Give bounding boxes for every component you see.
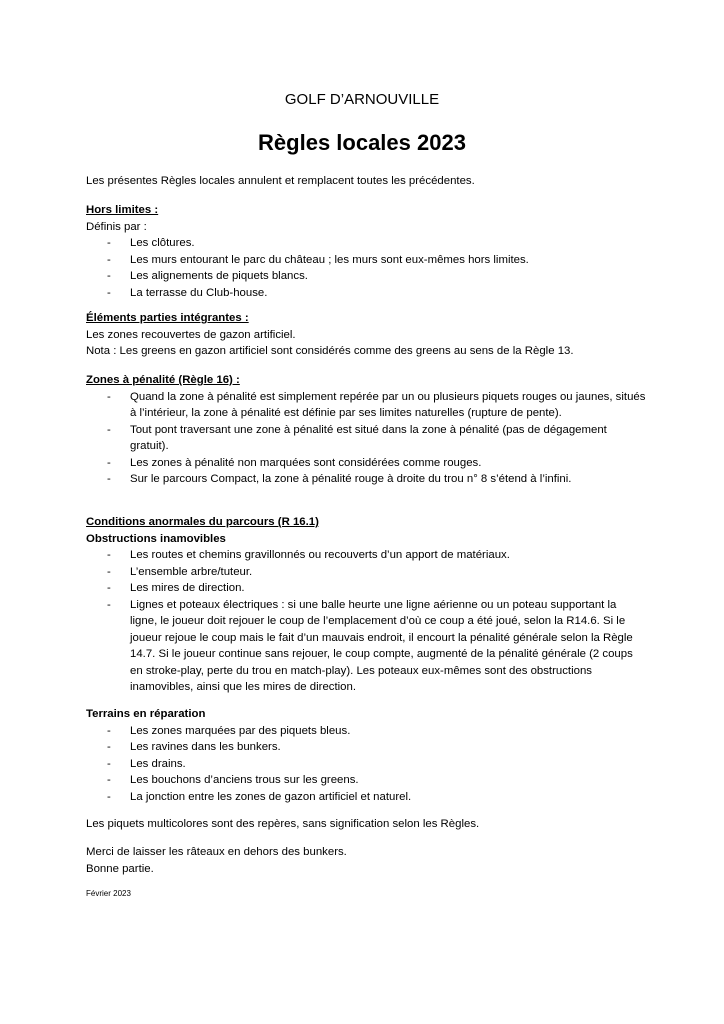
- dash-bullet: -: [107, 724, 111, 737]
- obstructions-list: [86, 547, 646, 696]
- dash-bullet: -: [107, 582, 111, 594]
- list-item: - Les clôtures.: [86, 235, 646, 252]
- closing-line-1: Merci de laisser les râteaux en dehors des bunkers.: [86, 846, 347, 858]
- dash-bullet: -: [107, 390, 111, 403]
- dash-bullet: -: [107, 565, 111, 578]
- dash-bullet: -: [107, 757, 111, 770]
- list-item: - Sur le parcours Compact, la zone à pénalité rouge à droite du trou n° 8 s’étend à l’infini.: [86, 471, 646, 488]
- list-item: - Les zones marquées par des piquets bleus.: [86, 723, 646, 740]
- section-heading: Hors limites :: [86, 204, 159, 216]
- list-item: - Les drains.: [86, 756, 646, 773]
- piquets-text: Les piquets multicolores sont des repères, sans signification selon les Règles.: [86, 818, 480, 830]
- dash-bullet: -: [107, 270, 111, 282]
- footer-date: Février 2023: [86, 889, 131, 898]
- list-item: - Les murs entourant le parc du château ; les murs sont eux-mêmes hors limites.: [86, 252, 646, 269]
- closing-line-2: Bonne partie.: [86, 862, 154, 875]
- closing-paragraph: [86, 844, 646, 877]
- dash-bullet: -: [107, 549, 111, 561]
- section-lead: Définis par :: [86, 220, 147, 233]
- hors-limites-list: [86, 235, 646, 301]
- list-item: - Les bouchons d’anciens trous sur les greens.: [86, 772, 646, 789]
- dash-bullet: -: [107, 790, 111, 803]
- list-item: - Les ravines dans les bunkers.: [86, 739, 646, 756]
- section-terrains: [86, 706, 646, 805]
- list-item: - La terrasse du Club-house.: [86, 285, 646, 302]
- section-subheading: Obstructions inamovibles: [86, 532, 226, 545]
- section-heading: Terrains en réparation: [86, 708, 206, 720]
- elements-line-1: Les zones recouvertes de gazon artificiel.: [86, 328, 296, 341]
- dash-bullet: -: [107, 253, 111, 266]
- section-heading: Éléments parties intégrantes :: [86, 312, 249, 324]
- list-item: - Les mires de direction.: [86, 580, 646, 597]
- section-heading: Conditions anormales du parcours (R 16.1): [86, 516, 319, 528]
- list-item: - Les alignements de piquets blancs.: [86, 268, 646, 285]
- list-item: - La jonction entre les zones de gazon artificiel et naturel.: [86, 789, 646, 806]
- list-item: - Quand la zone à pénalité est simplement repérée par un ou plusieurs piquets rouges ou jaunes, situés à l’intérieur, la zone à pénalité est définie par ses limites naturelles (rupture de pente).: [107, 390, 646, 419]
- section-hors-limites: [86, 202, 646, 301]
- dash-bullet: -: [107, 423, 111, 436]
- section-elements: [86, 310, 646, 360]
- list-item: - Les zones à pénalité non marquées sont considérées comme rouges.: [86, 455, 646, 472]
- dash-bullet: -: [107, 741, 111, 753]
- club-name: GOLF D’ARNOUVILLE: [284, 91, 440, 108]
- piquets-paragraph: [86, 816, 646, 833]
- zones-list: [86, 389, 646, 488]
- dash-bullet: -: [107, 774, 111, 786]
- dash-bullet: -: [107, 598, 111, 611]
- section-zones-penalite: [86, 372, 646, 488]
- intro-text: Les présentes Règles locales annulent et remplacent toutes les précédentes.: [86, 175, 475, 187]
- terrains-list: [86, 723, 646, 806]
- elements-nota: Nota : Les greens en gazon artificiel sont considérés comme des greens au sens de la Règle 13.: [86, 345, 574, 357]
- dash-bullet: -: [107, 473, 111, 485]
- dash-bullet: -: [107, 286, 111, 299]
- intro-paragraph: [86, 173, 646, 190]
- page-title: Règles locales 2023: [258, 130, 466, 155]
- section-conditions: [86, 514, 646, 696]
- list-item: - L’ensemble arbre/tuteur.: [86, 564, 646, 581]
- list-item: - Tout pont traversant une zone à pénalité est situé dans la zone à pénalité (pas de dégagement gratuit).: [107, 423, 607, 452]
- list-item: - Les routes et chemins gravillonnés ou recouverts d’un apport de matériaux.: [86, 547, 646, 564]
- section-heading: Zones à pénalité (Règle 16) :: [86, 374, 240, 386]
- dash-bullet: -: [107, 456, 111, 469]
- list-item: - Lignes et poteaux électriques : si une balle heurte une ligne aérienne ou un poteau supportant la ligne, le joueur doit rejouer le coup de l’emplacement d’où ce coup a été joué, selon la R14.6. Si le joueur rejoue le coup mais le fait d’un mauvais endroit, il encourt la pénalité générale selon la Règle 14.7. Si le joueur continue sans rejouer, le coup compte, augmenté de la pénalité générale (2 coups en stroke-play, perte du trou en match-play). Les poteaux eux-mêmes sont des obstructions inamovibles, ainsi que les mires de direction.: [107, 598, 633, 693]
- dash-bullet: -: [107, 237, 111, 249]
